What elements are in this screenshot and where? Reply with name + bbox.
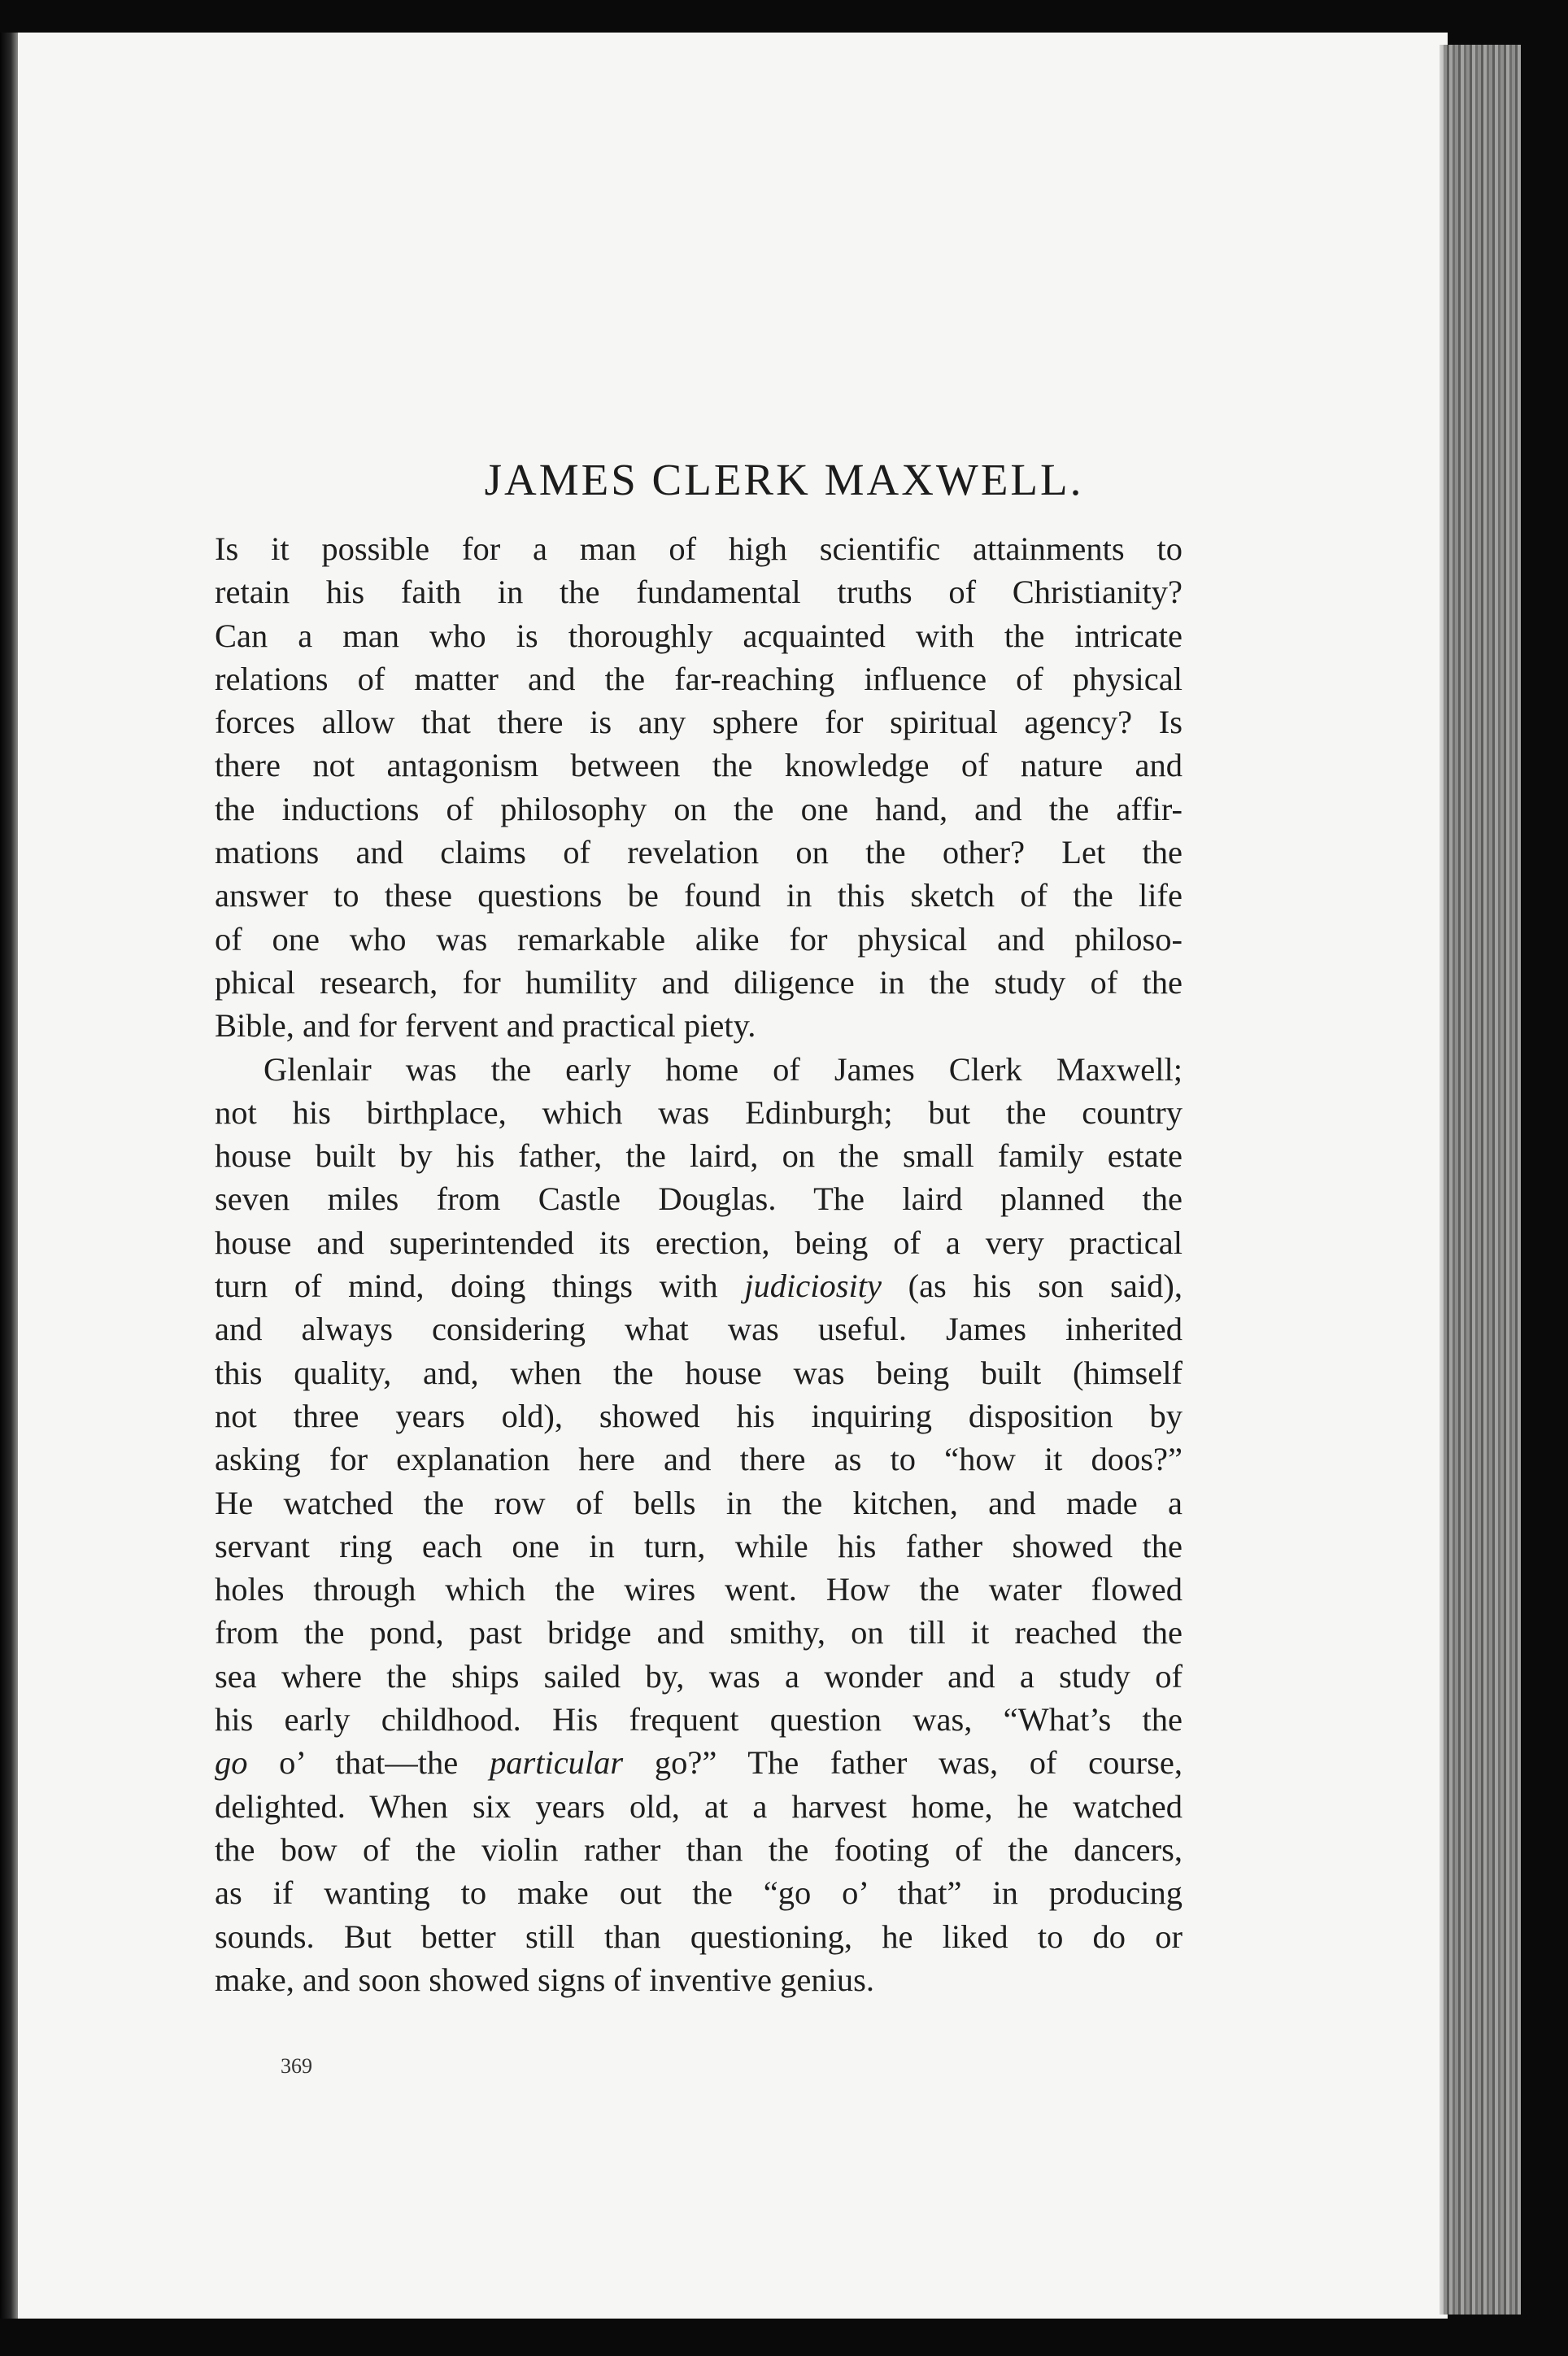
text-line: there not antagonism between the knowledge of nature and [215, 747, 1183, 784]
text-line: not three years old), showed his inquiring disposition by [215, 1397, 1183, 1434]
text-line: house built by his father, the laird, on the small family estate [215, 1137, 1183, 1175]
text-line: delighted. When six years old, at a harvest home, he watched [215, 1787, 1183, 1825]
text-line: of one who was remarkable alike for physical and philoso- [215, 920, 1183, 958]
text-line: the inductions of philosophy on the one hand, and the affir- [215, 790, 1183, 827]
text-line: forces allow that there is any sphere for spiritual agency? Is [215, 704, 1183, 741]
page-stack-edge [1444, 45, 1521, 2315]
paragraph [215, 1048, 1183, 2002]
text-line: servant ring each one in turn, while his father showed the [215, 1527, 1183, 1564]
text-line: phical research, for humility and diligence in the study of the [215, 963, 1183, 1001]
paragraph [215, 527, 1183, 1048]
text-line: and always considering what was useful. James inherited [215, 1311, 1183, 1348]
text-line: Is it possible for a man of high scientific attainments to [215, 530, 1183, 567]
text-line: holes through which the wires went. How the water flowed [215, 1571, 1183, 1608]
text-line: He watched the row of bells in the kitchen, and made a [215, 1484, 1183, 1521]
page-number: 369 [281, 2054, 312, 2078]
text-line: sea where the ships sailed by, was a wonder and a study of [215, 1657, 1183, 1695]
text-line: house and superintended its erection, being of a very practical [215, 1224, 1183, 1261]
text-line: not his birthplace, which was Edinburgh; but the country [215, 1093, 1183, 1131]
text-line: Can a man who is thoroughly acquainted with the intricate [215, 617, 1183, 654]
text-line: make, and soon showed signs of inventive genius. [215, 1961, 875, 1998]
text-line: retain his faith in the fundamental truths of Christianity? [215, 574, 1183, 611]
text-line: go o’ that—the particular go?” The father was, of course, [215, 1744, 1183, 1782]
text-line: mations and claims of revelation on the other? Let the [215, 834, 1183, 871]
text-line: from the pond, past bridge and smithy, on till it reached the [215, 1614, 1183, 1651]
text-line: Bible, and for fervent and practical piety. [215, 1007, 756, 1045]
text-line: as if wanting to make out the “go o’ that” in producing [215, 1874, 1183, 1912]
text-line: relations of matter and the far-reaching influence of physical [215, 660, 1183, 697]
text-line: seven miles from Castle Douglas. The laird planned the [215, 1180, 1183, 1218]
text-line: this quality, and, when the house was being built (himself [215, 1354, 1183, 1391]
text-line: his early childhood. His frequent question was, “What’s the [215, 1701, 1183, 1739]
binding-edge [0, 33, 18, 2319]
body-text [215, 527, 1183, 2001]
text-line: Glenlair was the early home of James Clerk Maxwell; [264, 1050, 1183, 1088]
text-line: answer to these questions be found in this sketch of the life [215, 877, 1183, 914]
chapter-title: JAMES CLERK MAXWELL. [484, 455, 1084, 504]
text-line: the bow of the violin rather than the footing of the dancers, [215, 1830, 1183, 1868]
text-line: turn of mind, doing things with judiciosity (as his son said), [215, 1267, 1183, 1305]
text-line: asking for explanation here and there as to “how it doos?” [215, 1441, 1183, 1478]
text-line: sounds. But better still than questioning, he liked to do or [215, 1918, 1183, 1955]
